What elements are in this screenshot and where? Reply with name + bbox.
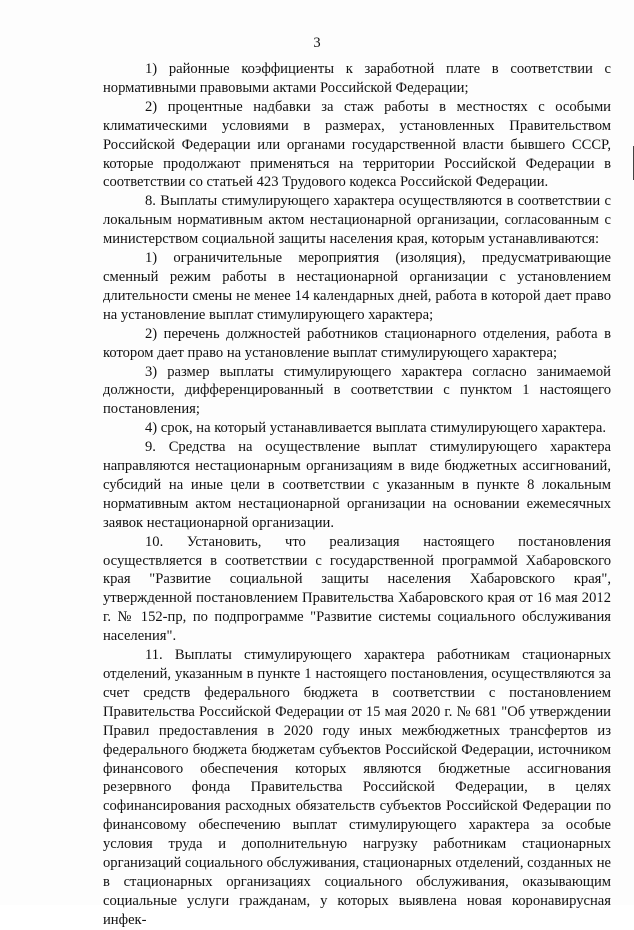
paragraph-percentage-allowances: 2) процентные надбавки за стаж работы в местностях с особыми климатическими условиями в размерах, установленных Правительством Российской Федерации или органами государственной власти бывшего СССР, которые продолжают применяться на территории Российской Федерации в соответствии со статьей 423 Трудового кодекса Российской Федерации. (103, 98, 611, 191)
paragraph-restrictive-measures: 1) ограничительные мероприятия (изоляция), предусматривающие сменный режим работы в нестационарной организации с установлением длительности смены не менее 14 календарных дней, работа в которой дает право на установление выплат стимулирующего характера; (103, 250, 611, 323)
paragraph-positions-list: 2) перечень должностей работников стационарного отделения, работа в котором дает право на установление выплат стимулирующего характера; (103, 325, 611, 361)
paragraph-payment-size: 3) размер выплаты стимулирующего характера согласно занимаемой должности, дифференцированный в соответствии с пунктом 1 настоящего постановления; (103, 363, 611, 418)
page-number: 3 (313, 35, 321, 51)
paragraph-item-9: 9. Средства на осуществление выплат стимулирующего характера направляются нестационарным организациям в виде бюджетных ассигнований, субсидий на иные цели в соответствии с указанным в пункте 8 локальным нормативным актом нестационарной организации на основании ежемесячных заявок нестационарной организации. (103, 439, 611, 531)
paragraph-item-11: 11. Выплаты стимулирующего характера работникам стационарных отделений, указанным в пункте 1 настоящего постановления, осуществляются за счет средств федерального бюджета в соответствии с постановлением Правительства Российской Федерации от 15 мая 2020 г. № 681 "Об утверждении Правил предоставления в 2020 году иных межбюджетных трансфертов из федерального бюджета бюджетам субъектов Российской Федерации, источником финансового обеспечения которых являются бюджетные ассигнования резервного фонда Правительства Российской Федерации, в целях софинансирования расходных обязательств субъектов Российской Федерации по финансовому обеспечению выплат стимулирующего характера за особые условия труда и дополнительную нагрузку работникам стационарных организаций социального обслуживания, стационарных отделений, созданных не в стационарных организациях социального обслуживания, оказывающим социальные услуги гражданам, у которых выявлена новая коронавирусная инфек- (103, 647, 611, 928)
paragraph-item-10: 10. Установить, что реализация настоящего постановления осуществляется в соответствии с государственной программой Хабаровского края "Развитие социальной защиты населения Хабаровского края", утвержденной постановлением Правительства Хабаровского края от 16 мая 2012 г. № 152-пр, по подпрограмме "Развитие системы социального обслуживания населения". (103, 533, 611, 645)
document-body (103, 60, 611, 930)
paragraph-payment-term: 4) срок, на который устанавливается выплата стимулирующего характера. (145, 420, 606, 437)
paragraph-regional-coefficients: 1) районные коэффициенты к заработной плате в соответствии с нормативными правовыми актами Российской Федерации; (103, 61, 611, 96)
paragraph-item-8: 8. Выплаты стимулирующего характера осуществляются в соответствии с локальным нормативным актом нестационарной организации, согласованным с министерством социальной защиты населения края, которым устанавливаются: (103, 193, 611, 248)
